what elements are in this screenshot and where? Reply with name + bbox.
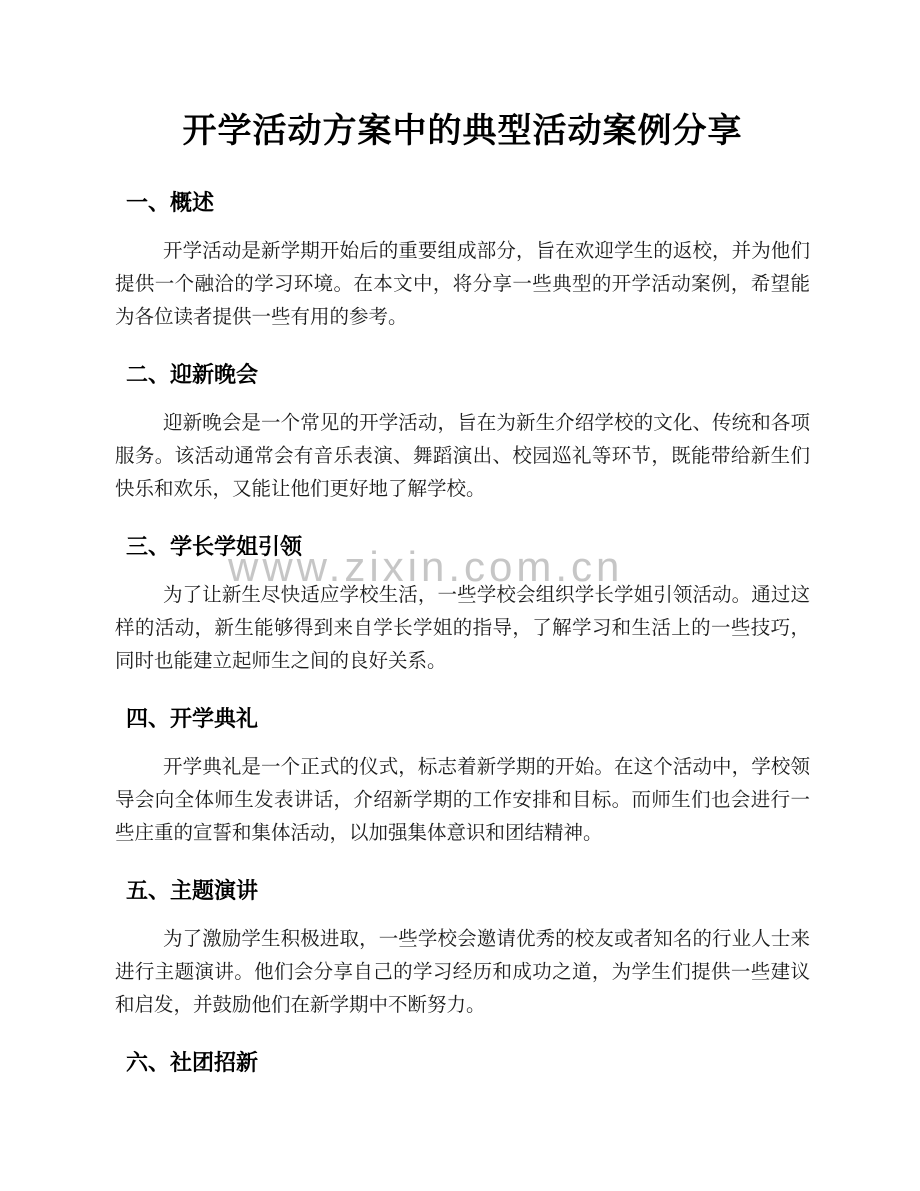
- document-content: [115, 106, 810, 1095]
- section-heading: 五、主题演讲: [126, 878, 259, 903]
- paragraph: 为了让新生尽快适应学校生活，一些学校会组织学长学姐引领活动。通过这样的活动，新生能够得到来自学长学姐的指导，了解学习和生活上的一些技巧，同时也能建立起师生之间的良好关系。: [115, 585, 810, 672]
- paragraph: 开学活动是新学期开始后的重要组成部分，旨在欢迎学生的返校，并为他们提供一个融洽的学习环境。在本文中，将分享一些典型的开学活动案例，希望能为各位读者提供一些有用的参考。: [115, 241, 810, 328]
- document-section: [115, 678, 810, 850]
- section-heading: 六、社团招新: [126, 1050, 259, 1075]
- paragraph: 迎新晚会是一个常见的开学活动，旨在为新生介绍学校的文化、传统和各项服务。该活动通常会有音乐表演、舞蹈演出、校园巡礼等环节，既能带给新生们快乐和欢乐，又能让他们更好地了解学校。: [115, 413, 810, 500]
- paragraph: 开学典礼是一个正式的仪式，标志着新学期的开始。在这个活动中，学校领导会向全体师生发表讲话，介绍新学期的工作安排和目标。而师生们也会进行一些庄重的宣誓和集体活动，以加强集体意识和团结精神。: [115, 757, 810, 844]
- section-heading: 二、迎新晚会: [126, 362, 259, 387]
- document-section: [115, 162, 810, 334]
- section-heading: 一、概述: [126, 190, 215, 215]
- document-section: [115, 1022, 810, 1095]
- section-heading: 三、学长学姐引领: [126, 534, 303, 559]
- watermark: www.zixin.com.cn: [228, 543, 624, 590]
- document-section: [115, 850, 810, 1022]
- section-heading: 四、开学典礼: [126, 706, 259, 731]
- paragraph: 为了激励学生积极进取，一些学校会邀请优秀的校友或者知名的行业人士来进行主题演讲。他们会分享自己的学习经历和成功之道，为学生们提供一些建议和启发，并鼓励他们在新学期中不断努力。: [115, 929, 810, 1016]
- document-section: [115, 506, 810, 678]
- document-title: 开学活动方案中的典型活动案例分享: [182, 112, 743, 150]
- document-section: [115, 334, 810, 506]
- document-body: [115, 162, 810, 1095]
